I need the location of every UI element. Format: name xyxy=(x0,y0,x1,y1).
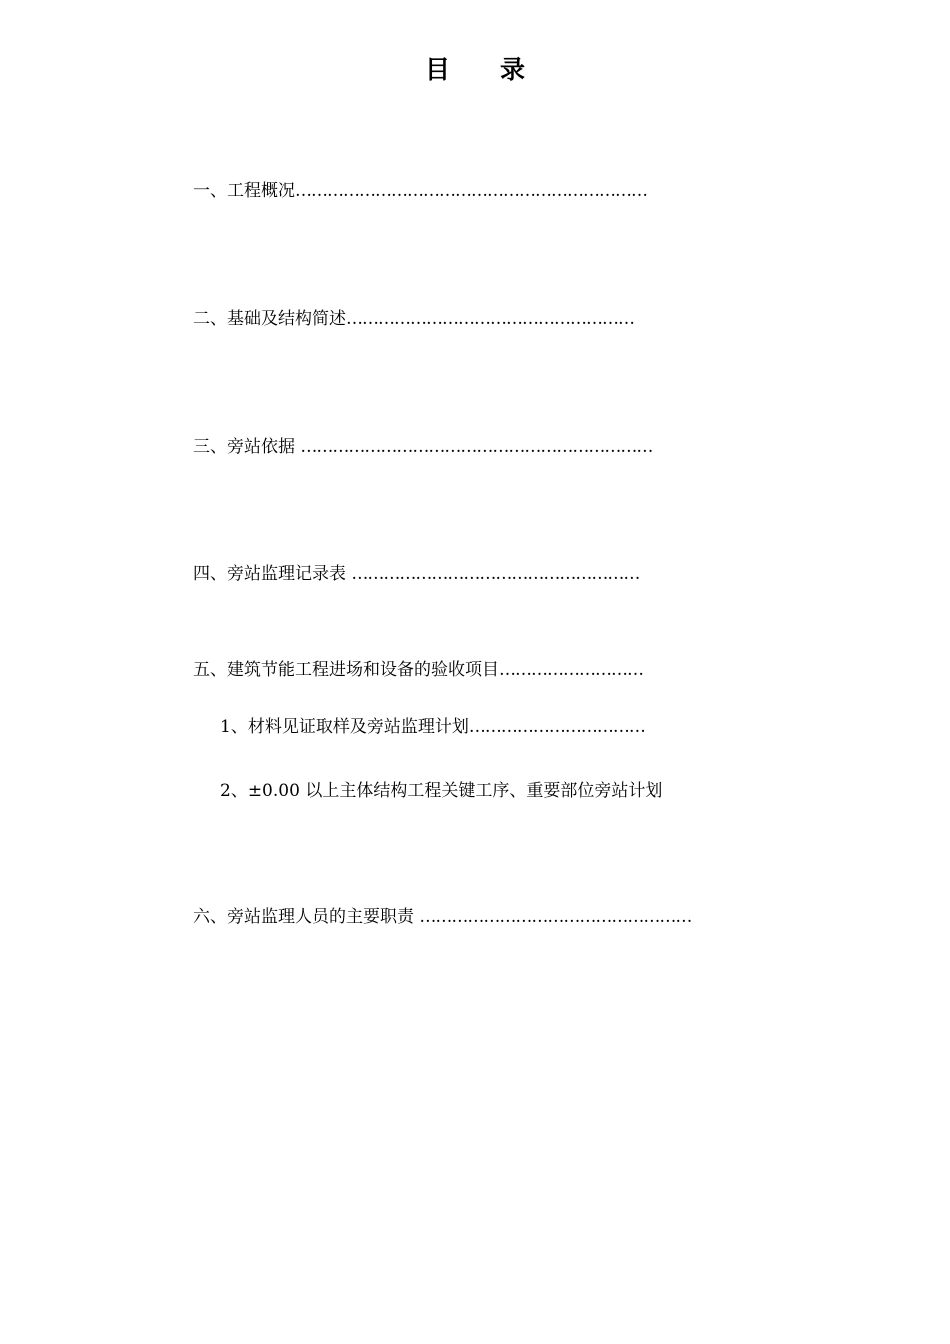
toc-item-4[interactable] xyxy=(193,563,639,585)
toc-item-leader: ………………………………………………………… xyxy=(295,181,647,201)
page-title xyxy=(0,50,950,86)
toc-item-leader: …………………………………………… xyxy=(419,907,692,927)
toc-item-label: 二、基础及结构简述 xyxy=(193,309,346,329)
toc-item-5[interactable] xyxy=(193,659,643,681)
toc-subitem-2[interactable] xyxy=(220,780,662,802)
toc-item-label: 一、工程概况 xyxy=(193,181,295,201)
toc-item-label: 三、旁站依据 xyxy=(193,437,301,457)
toc-item-label: 六、旁站监理人员的主要职责 xyxy=(193,907,420,927)
toc-item-leader: ……………………………………………… xyxy=(351,564,640,584)
toc-item-3[interactable] xyxy=(193,436,652,458)
title-char-2: 录 xyxy=(500,55,526,84)
toc-item-label: 五、建筑节能工程进场和设备的验收项目 xyxy=(193,660,499,680)
toc-item-1[interactable] xyxy=(193,180,647,202)
toc-item-leader: ……………………………………………… xyxy=(346,309,634,329)
title-char-1: 目 xyxy=(424,55,450,84)
toc-item-label: 2、±0.00 以上主体结构工程关键工序、重要部位旁站计划 xyxy=(220,781,663,801)
toc-item-label: 四、旁站监理记录表 xyxy=(193,564,352,584)
toc-item-2[interactable] xyxy=(193,308,634,330)
toc-item-leader: …………………………… xyxy=(468,717,645,737)
toc-item-leader: ………………………………………………………… xyxy=(300,437,653,457)
toc-item-label: 1、材料见证取样及旁站监理计划 xyxy=(220,717,469,737)
toc-subitem-1[interactable] xyxy=(220,716,645,738)
toc-item-leader: ……………………… xyxy=(499,660,643,680)
toc-item-6[interactable] xyxy=(193,906,691,928)
